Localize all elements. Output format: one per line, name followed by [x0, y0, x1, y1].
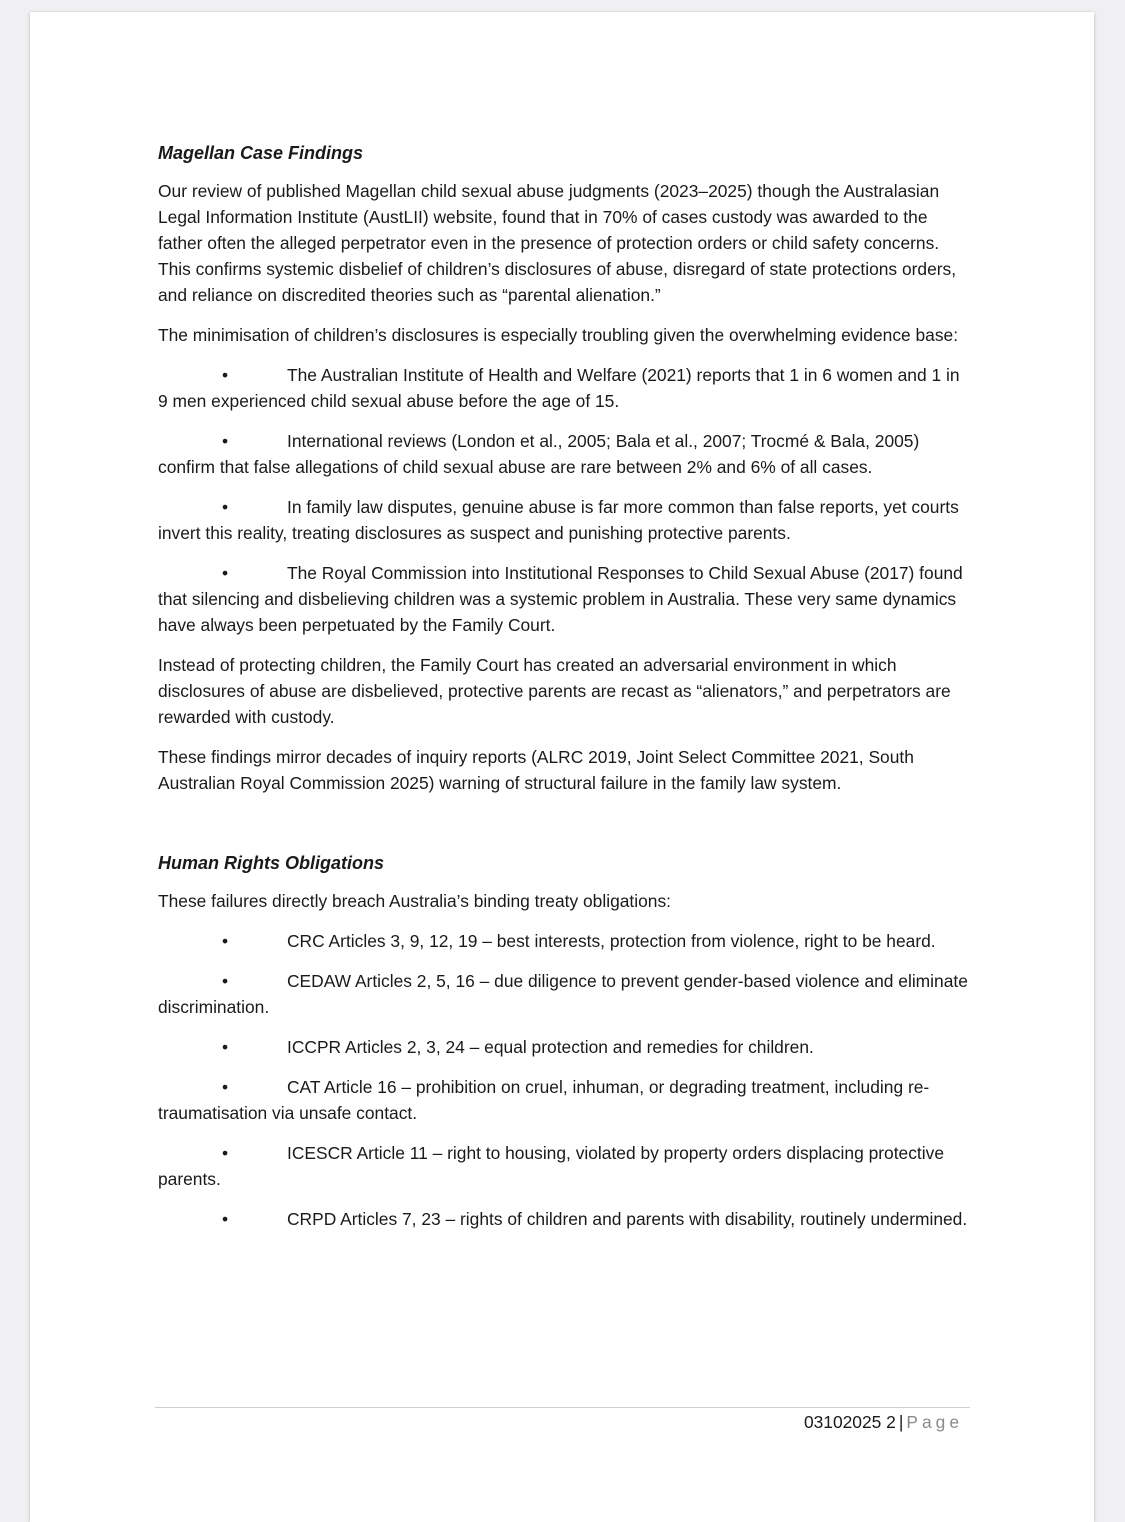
bullet-item	[158, 560, 970, 638]
paragraph: These failures directly breach Australia’s binding treaty obligations:	[158, 891, 671, 911]
bullet-item	[158, 362, 970, 414]
section-spacer	[158, 810, 970, 850]
paragraph: Instead of protecting children, the Family Court has created an adversarial environment in which disclosures of abuse are disbelieved, protective parents are recast as “alienators,” and perpetrators are rewarded with custody.	[158, 655, 951, 727]
bullet-text: International reviews (London et al., 2005; Bala et al., 2007; Trocmé & Bala, 2005) confirm that false allegations of child sexual abuse are rare between 2% and 6% of all cases.	[158, 431, 920, 477]
bullet-icon: •	[222, 1143, 229, 1163]
bullet-icon: •	[222, 1077, 229, 1097]
bullet-text: The Royal Commission into Institutional Responses to Child Sexual Abuse (2017) found that silencing and disbelieving children was a systemic problem in Australia. These very same dynamics have always been perpetuated by the Family Court.	[158, 563, 963, 635]
bullet-icon: •	[222, 431, 229, 451]
bullet-item	[158, 928, 970, 954]
bullet-text: CAT Article 16 – prohibition on cruel, inhuman, or degrading treatment, including re-traumatisation via unsafe contact.	[158, 1077, 930, 1123]
bullet-icon: •	[222, 497, 229, 517]
document-page	[30, 12, 1094, 1522]
section-heading-human-rights: Human Rights Obligations	[158, 853, 385, 873]
page-footer	[155, 1409, 963, 1435]
bullet-icon: •	[222, 931, 229, 951]
bullet-icon: •	[222, 1209, 229, 1229]
bullet-text: ICCPR Articles 2, 3, 24 – equal protection and remedies for children.	[287, 1037, 814, 1057]
document-body	[158, 140, 970, 1246]
bullet-item	[158, 428, 970, 480]
paragraph: These findings mirror decades of inquiry reports (ALRC 2019, Joint Select Committee 2021, South Australian Royal Commission 2025) warning of structural failure in the family law system.	[158, 747, 914, 793]
bullet-icon: •	[222, 971, 229, 991]
bullet-item	[158, 1074, 970, 1126]
bullet-icon: •	[222, 563, 229, 583]
section-heading-magellan: Magellan Case Findings	[158, 143, 364, 163]
bullet-text: CEDAW Articles 2, 5, 16 – due diligence to prevent gender-based violence and eliminate discrimination.	[158, 971, 968, 1017]
bullet-text: ICESCR Article 11 – right to housing, violated by property orders displacing protective parents.	[158, 1143, 944, 1189]
bullet-item	[158, 494, 970, 546]
bullet-icon: •	[222, 1037, 229, 1057]
bullet-item	[158, 1140, 970, 1192]
footer-page-number: 2	[886, 1412, 896, 1432]
bullet-text: In family law disputes, genuine abuse is far more common than false reports, yet courts invert this reality, treating disclosures as suspect and punishing protective parents.	[158, 497, 959, 543]
bullet-text: The Australian Institute of Health and Welfare (2021) reports that 1 in 6 women and 1 in 9 men experienced child sexual abuse before the age of 15.	[158, 365, 960, 411]
bullet-item	[158, 968, 970, 1020]
paragraph: The minimisation of children’s disclosures is especially troubling given the overwhelming evidence base:	[158, 325, 959, 345]
bullet-text: CRC Articles 3, 9, 12, 19 – best interests, protection from violence, right to be heard.	[287, 931, 936, 951]
bullet-text: CRPD Articles 7, 23 – rights of children and parents with disability, routinely undermined.	[287, 1209, 968, 1229]
footer-page-label: Page	[906, 1412, 963, 1432]
footer-separator: |	[898, 1412, 904, 1432]
bullet-icon: •	[222, 365, 229, 385]
bullet-item	[158, 1206, 970, 1232]
footer-doc-code: 03102025	[803, 1412, 882, 1432]
paragraph: Our review of published Magellan child sexual abuse judgments (2023–2025) though the Australasian Legal Information Institute (AustLII) website, found that in 70% of cases custody was awarded to the father often the alleged perpetrator even in the presence of protection orders or child safety concerns. This confirms systemic disbelief of children’s disclosures of abuse, disregard of state protections orders, and reliance on discredited theories such as “parental alienation.”	[158, 181, 957, 305]
footer-divider	[155, 1407, 970, 1408]
bullet-item	[158, 1034, 970, 1060]
